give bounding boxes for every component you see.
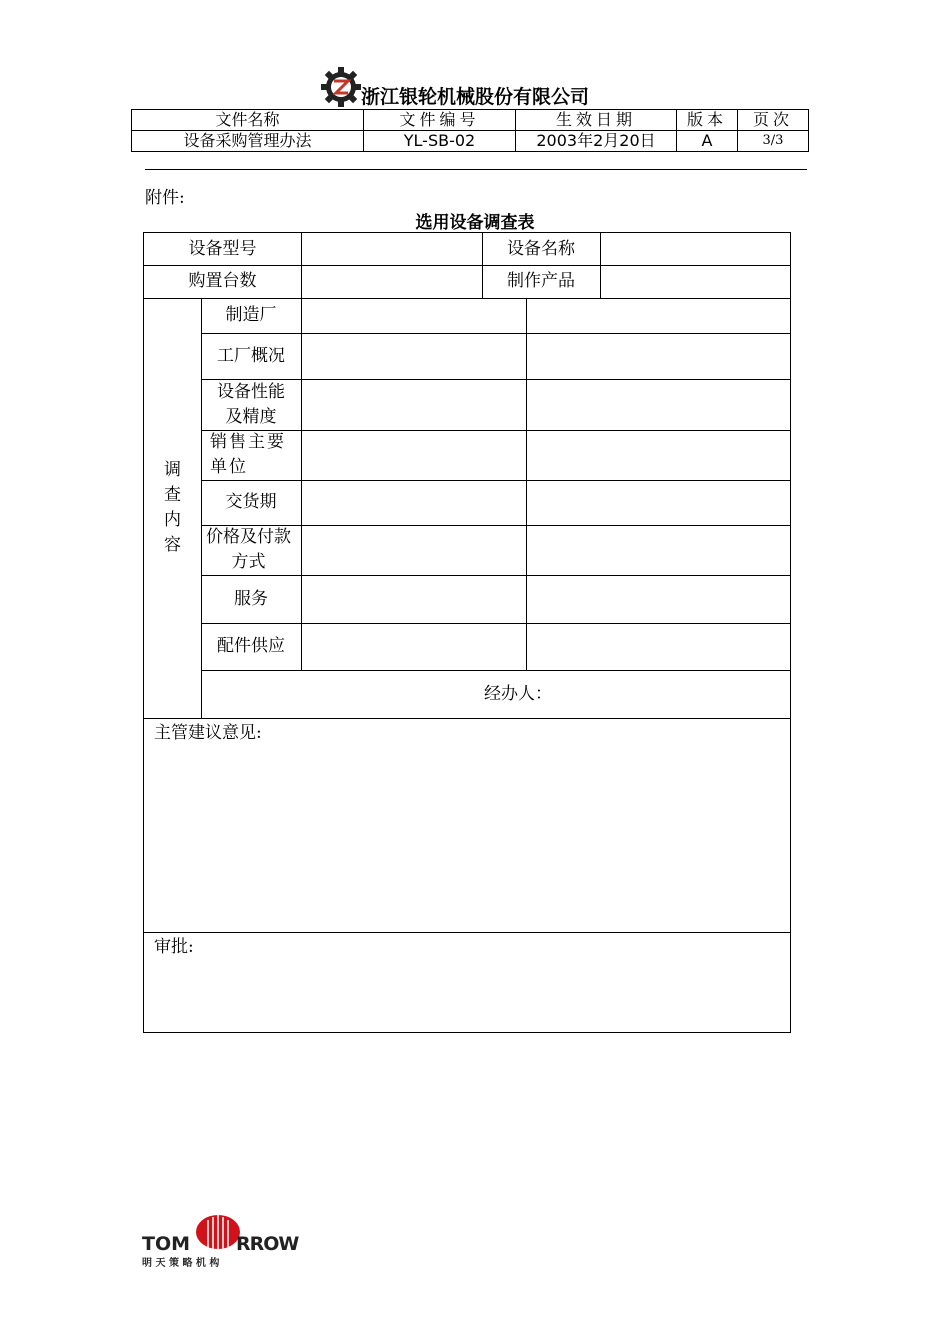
company-name: 浙江银轮机械股份有限公司 — [360, 86, 589, 108]
survey-input-b[interactable] — [527, 299, 790, 333]
header-divider — [145, 169, 807, 170]
brand-tagline: 明 天 策 略 机 构 — [142, 1258, 220, 1269]
page-value: 3/3 — [738, 131, 809, 152]
survey-row-sales-units — [201, 430, 301, 480]
survey-row-price-payment — [196, 525, 301, 575]
survey-row-sales-units-text: 销售主要单位 — [210, 432, 286, 477]
survey-row-service: 服务 — [234, 588, 268, 609]
header-col-page: 页次 — [738, 110, 809, 131]
doc-number-value: YL-SB-02 — [364, 131, 516, 152]
supervisor-opinion-label: 主管建议意见: — [154, 723, 262, 743]
survey-form — [143, 232, 791, 1033]
header-col-number: 文件编号 — [364, 110, 516, 131]
grid-line — [144, 932, 790, 933]
survey-row-delivery: 交货期 — [225, 492, 277, 512]
survey-group-label: 调查内容 — [164, 460, 181, 555]
product-input[interactable] — [600, 265, 790, 298]
header-col-name: 文件名称 — [132, 110, 364, 131]
survey-row-manufacturer: 制造厂 — [225, 305, 277, 325]
brand-text-right: RROW — [236, 1233, 299, 1255]
header-col-date: 生效日期 — [516, 110, 677, 131]
effective-date-value: 2003年2月20日 — [516, 131, 677, 152]
brand-text-left: TOM — [142, 1233, 191, 1255]
equipment-name-input[interactable] — [600, 233, 790, 265]
handler-label: 经办人： — [484, 683, 552, 704]
equipment-name-label: 设备名称 — [507, 238, 575, 259]
survey-row-performance — [201, 379, 301, 430]
footer-brand-logo — [142, 1212, 304, 1268]
purchase-quantity-input[interactable] — [301, 265, 482, 298]
equipment-model-input[interactable] — [301, 233, 482, 265]
document-header-table — [131, 109, 809, 152]
survey-row-performance-text: 设备性能及精度 — [217, 381, 285, 427]
survey-row-factory-overview: 工厂概况 — [217, 345, 285, 366]
purchase-quantity-label: 购置台数 — [188, 271, 257, 291]
product-label: 制作产品 — [507, 271, 575, 291]
form-title: 选用设备调查表 — [415, 213, 535, 233]
survey-row-price-payment-text: 价格及付款方式 — [206, 527, 291, 572]
grid-line — [301, 298, 302, 670]
survey-group-label-cell — [144, 298, 201, 718]
grid-line — [144, 718, 790, 719]
doc-name-value: 设备采购管理办法 — [132, 131, 364, 152]
header-values-row — [132, 131, 809, 152]
grid-line — [526, 298, 527, 670]
version-value: A — [677, 131, 738, 152]
attachment-label: 附件: — [145, 188, 185, 208]
header-col-version: 版本 — [677, 110, 738, 131]
equipment-model-label: 设备型号 — [188, 238, 257, 259]
survey-row-parts-supply: 配件供应 — [217, 636, 285, 656]
survey-input-a[interactable] — [302, 299, 526, 333]
header-labels-row — [132, 110, 809, 131]
approval-label: 审批: — [154, 937, 194, 957]
